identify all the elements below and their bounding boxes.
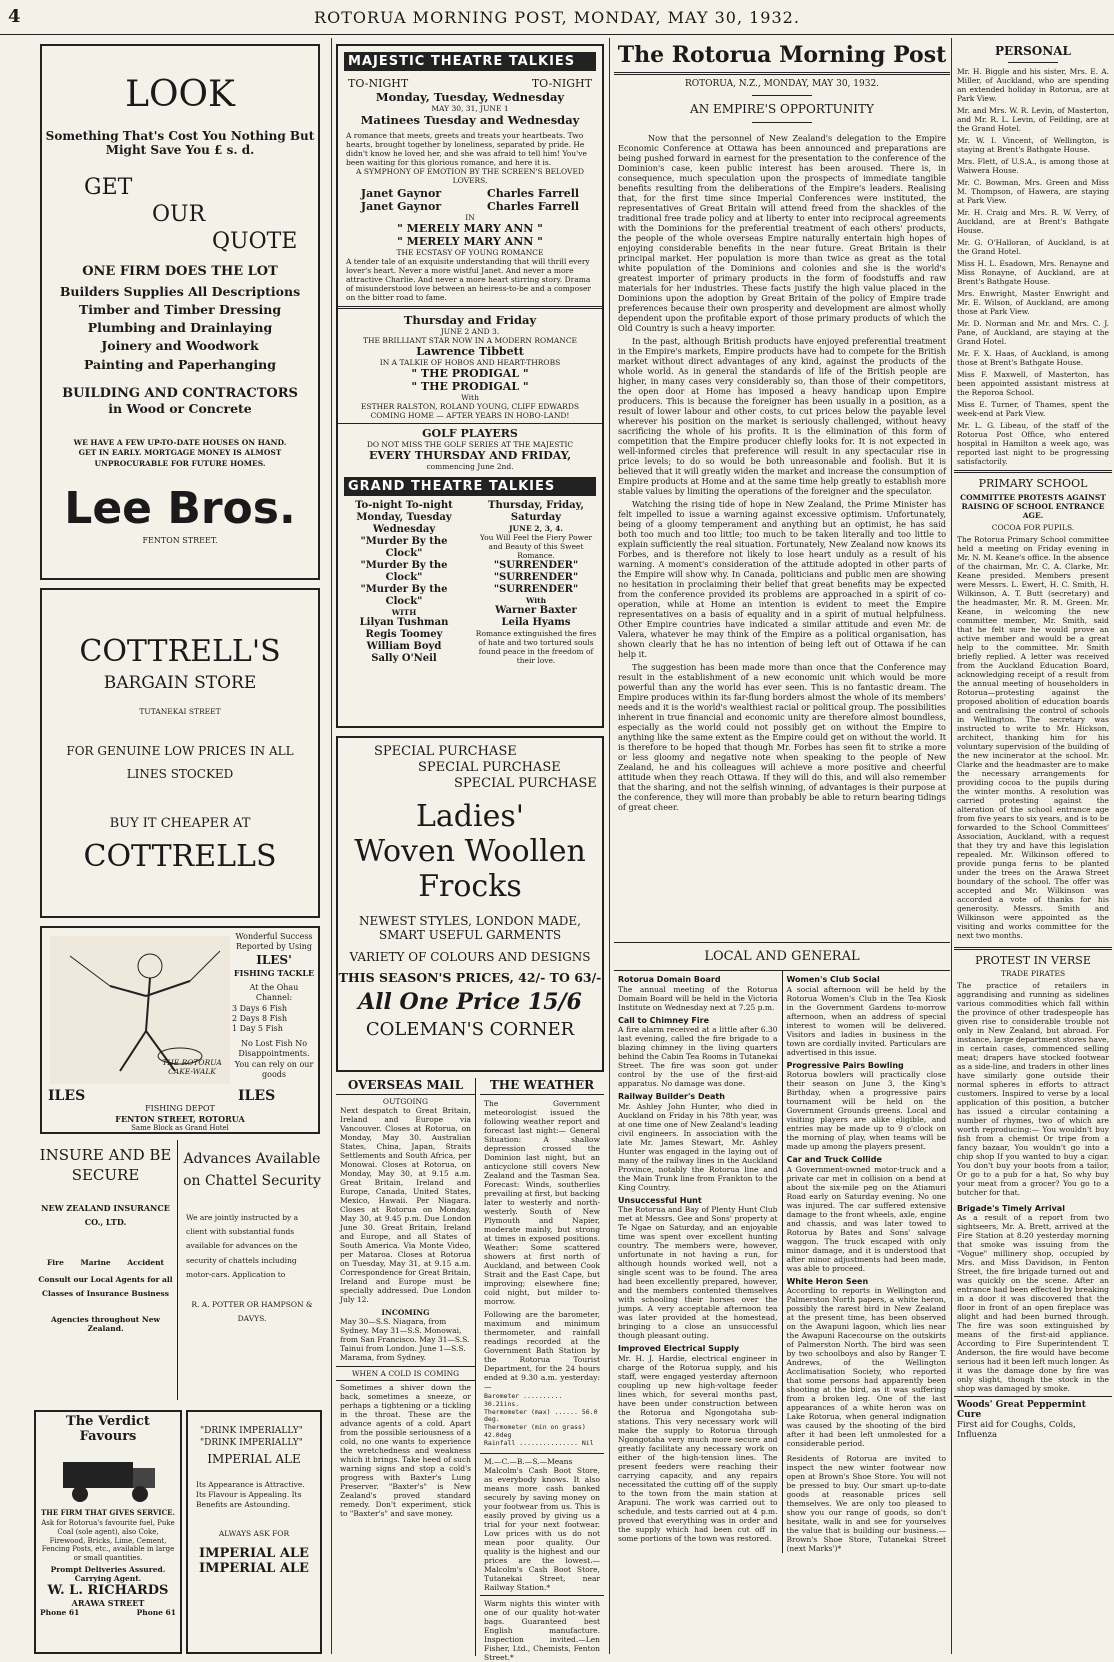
ad-item: Painting and Paperhanging [83, 356, 277, 372]
local-and-general [614, 942, 950, 1654]
ad-dates: JUNE 2 AND 3. [440, 327, 500, 336]
ad-line: No Lost Fish No Disappointments. You can rely on our goods [234, 1038, 314, 1079]
coal-cart-icon [48, 1446, 168, 1506]
ad-line: THIS SEASON'S PRICES, 42/- TO 63/- [338, 970, 602, 985]
ad-line: THE BRILLIANT STAR NOW IN A MODERN ROMANCE [362, 336, 578, 345]
ad-body: We are jointly instructed by a client with substantial funds available for advances on the security of chattels including motor-cars. Application to [186, 1212, 299, 1279]
reading: Thermometer (max) ...... 56.0 deg. [484, 1407, 598, 1424]
section-title: PROTEST IN VERSE [975, 954, 1091, 967]
personal-item: Mr. and Mrs. W. R. Levin, of Masterton, and Mr. R. L. Levin, of Feilding, are at the Grand Hotel. [957, 106, 1109, 133]
news-body: Mr. Ashley John Hunter, who died in Auckland on Friday in his 78th year, was at one time one of New Zealand's leading civil engineers. In association with the late Mr. James Stewart, Mr. Ashley Hunter was engaged in the laying out of many of the railway lines in the Auckland Province, notably the Rotorua line and the Main Trunk line from Frankton to the King Country. [618, 1101, 778, 1192]
ad-brand: ILES [48, 1088, 86, 1104]
ad-line: BUY IT CHEAPER AT [109, 815, 251, 831]
ad-line: Thursday and Friday [403, 313, 537, 327]
ad-line: ALWAYS ASK FOR [218, 1529, 290, 1539]
news-body: A Government-owned motor-truck and a private car met in collision on a bend at about the six-mile peg on the Atiamuri Road early on Saturday evening. No one was injured. The car suffered extensive damage to the front wheels, axle, engine and chassis, and was later towed to Rotorua by Bates and Sons' salvage waggon. The truck escaped with only minor damage, and it is understood that after minor adjustments had been made, was able to proceed. [786, 1164, 946, 1273]
film-title: "Murder By the Clock" [360, 584, 448, 607]
theatres-ad [336, 44, 604, 728]
header-rule [0, 34, 1114, 35]
ad-line: "DRINK IMPERIALLY" [200, 1438, 303, 1448]
subsection-title: OUTGOING [382, 1097, 429, 1106]
news-heading: Unsuccessful Hunt [618, 1195, 702, 1205]
ad-line: Thursday, Friday, Saturday [488, 500, 584, 523]
ad-line: Carrying Agent. [74, 1573, 142, 1583]
ad-subhead: BUILDING AND CONTRACTORS [62, 385, 298, 401]
ad-line: VARIETY OF COLOURS AND DESIGNS [349, 950, 591, 964]
ad-line: Wonderful Success Reported by Using [235, 932, 313, 952]
ad-line: commencing June 2nd. [426, 462, 514, 471]
ad-brand: IMPERIAL ALE [207, 1452, 301, 1466]
ad-body: You Will Feel the Fiery Power and Beauty of this Sweet Romance. [479, 533, 593, 560]
star-name: Regis Toomey [365, 629, 443, 640]
ad-line: TO-NIGHT [348, 77, 409, 90]
mail-body: Next despatch to Great Britain, Ireland and Europe via Vancouver. Closes at Rotorua, on Monday, May 30. Australian States, China, Japan, Straits Settlements and South Africa, per Monowai. Closes at Rotorua, on Monday, May 30, at 9.15 a.m. Great Britain, Ireland and Europe, Canada, United States, Mexico, Hawaii. Per Niagara. Closes at Rotorua on Monday, May 30, at 9.45 p.m. Due London June 30. Great Britain, Ireland and Europe, and all States of South America. Via Monte Video, per Mataroa. Closes at Rotorua on Tuesday, May 31, at 9.15 a.m. Correspondence for Great Britain, Ireland and Europe must be specially addressed. Due London July 12. [340, 1106, 471, 1304]
ad-line: Prompt Deliveries Assured. [50, 1564, 166, 1574]
personal-item: Mr. W. I. Vincent, of Wellington, is staying at Brent's Bathgate House. [957, 136, 1109, 154]
ad-line: Fire Marine Accident [46, 1257, 165, 1267]
personal-column [954, 40, 1112, 1654]
film-title: "Murder By the Clock" [360, 536, 448, 559]
ad-brand: W. L. RICHARDS [47, 1582, 169, 1598]
news-body: A social afternoon will be held by the Rotorua Women's Club in the Tea Kiosk in the Government Gardens to-morrow afternoon, when an address of special interest to women will be delivered. Visitors and ladies in business in the town are cordially invited. Particulars are advertised in this issue. [786, 984, 946, 1057]
running-head: ROTORUA MORNING POST, MONDAY, MAY 30, 1932. [314, 8, 800, 27]
phone-number: Phone 61 [136, 1607, 176, 1617]
star-name: Warner Baxter [495, 605, 577, 616]
column-rule [331, 38, 332, 1654]
ad-street: FENTON STREET, ROTORUA [115, 1114, 245, 1124]
ad-line: ESTHER RALSTON, ROLAND YOUNG, CLIFF EDWARDS [361, 402, 579, 411]
grand-banner: GRAND THEATRE TALKIES [344, 477, 596, 496]
ad-line: EVERY THURSDAY AND FRIDAY, [368, 449, 572, 462]
ad-line: TO-NIGHT [531, 77, 592, 90]
star-name: Leila Hyams [501, 617, 571, 628]
ad-line: First aid for Coughs, Colds, Influenza [957, 1420, 1076, 1440]
ad-line: Monday, Tuesday, Wednesday [375, 90, 565, 104]
ad-note: WE HAVE A FEW UP-TO-DATE HOUSES ON HAND. GET IN EARLY. MORTGAGE MONEY IS ALMOST UNPROCURABLE FOR FUTURE HOMES. [73, 437, 287, 468]
advances-ad [182, 1140, 322, 1400]
editorial-paragraph: The suggestion has been made more than once that the Conference may result in the establishment of a new economic unit which would be more powerful than any the world has ever seen. This is no fantastic dream. The Empire produces within its far-flung borders almost the whole of its members' needs and it is the world's wealthiest racial or political group. The possibilities inherent in true financial and economic unity are therefore almost boundless, especially as the world could not possibly get on without the Empire to anything like the same extent as the Empire could get on without the world. It is therefore to be hoped that though Mr. Forbes has seen fit to strike a more or less gloomy and negative note when speaking to the people of New Zealand, he and his colleagues will achieve a more positive and cheerful attitude when they reach Ottawa. If they will do this, and will also remember that the sharing, and not the selfish winning, of advantages is their purpose at the conference, they will more than probably be able to return bearing tidings of great cheer. [618, 662, 946, 812]
ad-brand: Woods' Great Peppermint Cure [957, 1400, 1086, 1420]
overseas-mail [336, 1078, 476, 1656]
section-title: PERSONAL [995, 44, 1071, 58]
ad-body: Sometimes a shiver down the back, sometimes a sneeze, or perhaps a tightening or a tickling in the throat. These are the advance agents of a cold. Apart from the possible seriousness of a cold, no one wants to experience the wretchedness and weakness which it brings. Take heed of such warning signs and stop a cold's progress with Baxter's Lung Preserver. "Baxter's" is New Zealand's proved standard remedy. Don't experiment, stick to "Baxter's" and save money. [340, 1383, 471, 1518]
news-body: According to reports in Wellington and Palmerston North papers, a white heron, possibly the rarest bird in New Zealand at the present time, has been observed on the Awapuni lagoon, which lies near the Awapuni Racecourse on the outskirts of Palmerston North. The bird was seen by two schoolboys and also by Ranger T. Andrews, of the Wellington Acclimatisation Society, who reported that some persons had apparently been shooting at the bird, as it was suffering from a broken leg. One of the last appearances of a white heron was on Lake Rotorua, when general indignation was caused by the shooting of the bird after it had been left unmolested for a considerable period. [786, 1286, 946, 1449]
ad-street: ARAWA STREET [71, 1597, 145, 1608]
personal-item: Mrs. Flett, of U.S.A., is among those at Waiwera House. [957, 157, 1109, 175]
ad-line: With [461, 393, 479, 402]
ad-line: SPECIAL PURCHASE [418, 760, 561, 775]
ad-line: A SYMPHONY OF EMOTION BY THE SCREEN'S BELOVED LOVERS. [356, 167, 584, 185]
cartoon-caption: THE ROTORUA CAKE-WALK [162, 1058, 222, 1076]
ad-headline: Advances Available on Chattel Security [183, 1151, 321, 1190]
ad-street: TUTANEKAI STREET [139, 707, 221, 716]
reading: Thermometer (min on grass) 42.0deg [484, 1423, 586, 1439]
ad-line: Might Save You £ s. d. [105, 143, 255, 157]
ad-subhead: in Wood or Concrete [108, 400, 252, 416]
imperial-ale-ad [186, 1410, 322, 1654]
star-name: William Boyd [366, 641, 442, 652]
ad-line: SPECIAL PURCHASE [454, 776, 597, 791]
ad-body: A romance that meets, greets and treats your heartbeats. Two hearts, brought together by loneliness, separated by pride. He didn't know he loved her, and she was afraid to tell him! You've been waiting for this glorious romance, and here it is. [346, 131, 587, 167]
ad-line: "DRINK IMPERIALLY" [200, 1426, 303, 1436]
ad-body: M.—C.—B.—S.—Means Malcolm's Cash Boot Store, as everybody knows. It also means more cash banked securely by saving money on your footwear from us. This is easily proved by giving us a trial for your next footwear. Low prices with us do not mean poor quality. Our quality is the highest and our prices are the lowest.—Malcolm's Cash Boot Store, Tutanekai Street, near Railway Station.* [484, 1456, 600, 1592]
masthead: The Rotorua Morning Post [617, 42, 947, 68]
ad-brand: Lee Bros. [64, 483, 296, 535]
star-name: Janet Gaynor [360, 187, 442, 200]
personal-item: Mr. G. O'Halloran, of Auckland, is at the Grand Hotel. [957, 238, 1109, 256]
reading: Rainfall ............... Nil [484, 1438, 594, 1447]
ad-body: Its Appearance is Attractive. Its Flavour is Appealing. Its Benefits are Astounding. [196, 1480, 305, 1509]
mail-body: May 30—S.S. Niagara, from Sydney. May 31—S.S. Monowai, from San Francisco. May 31—S.S. Tainui from London. June 1—S.S. Marama, from Sydney. [340, 1317, 470, 1362]
ad-line: NEWEST STYLES, LONDON MADE, SMART USEFUL GARMENTS [359, 914, 581, 942]
film-title: " MERELY MARY ANN " [397, 222, 543, 235]
personal-item: Mr. C. Bowman, Mrs. Green and Miss M. Thompson, of Hawera, are staying at Park View. [957, 178, 1109, 205]
ad-brand: IMPERIAL ALE [199, 1546, 309, 1562]
ad-dates: MAY 30, 31, JUNE 1 [431, 104, 509, 113]
ad-brand: NEW ZEALAND INSURANCE CO., LTD. [41, 1203, 170, 1228]
news-body: Mr. H. J. Hardie, electrical engineer in charge of the Rotorua supply, and his staff, were engaged yesterday afternoon coupling up new high-voltage feeder lines which, for several months past, have been under construction between the Rotorua and Ngongotaha sub-stations. This very necessary work will make the supply to Rotorua through Ngongotaha very much more secure and greatly facilitate any necessary work on either of the high-tension lines. The present feeders were reaching their carrying capacity, and any repairs necessitated the cutting off of the supply to the town from the main station at Arapuni. The work was carried out to schedule, and tests carried out at 4 p.m. proved that everything was in order and the supply which had been cut off in some portions of the town was restored. [618, 1353, 778, 1543]
ad-word: OUR [152, 202, 206, 227]
ad-dates: JUNE 2, 3, 4. [509, 524, 563, 533]
section-title: THE WEATHER [480, 1078, 604, 1095]
news-body: The annual meeting of the Rotorua Domain Board will be held in the Victoria Institute on Wednesday next at 7.25 p.m. [618, 984, 778, 1012]
film-title: "Murder By the Clock" [360, 560, 448, 583]
ad-line: Monday, Tuesday Wednesday [356, 512, 452, 535]
editorial-paragraph: In the past, although British products have enjoyed preferential treatment in the Empire's markets, Empire products have had to compete for the British market without direct advantages of any kind, against the products of the whole world. As in general the standards of life of the British people are higher, in many cases very considerably so, than those of their competitors, the open door at Home has imposed a heavy handicap upon Empire producers. This is because the foreigner has been usually in a position, as a result of lower labour and other costs, to cut prices below the payable level wherever his position on the market is seriously challenged, without heavy sacrificing the whole of his profits. It is the elimination of this form of competition that the Empire producer chiefly looks for. It is not expected in well-informed circles that preference will result in any spectacular rise in price levels; to do so would be both unreasonable and foolish. But it is believed that it will greatly widen the market and increase the consumption of Empire products at Home and at the same time help greatly to establish more stable values by limiting the operations of the foreigner and the speculator. [618, 336, 946, 496]
lee-bros-ad [40, 44, 320, 580]
subsection-title: TRADE PIRATES [1000, 969, 1066, 978]
ad-item: Plumbing and Drainlaying [87, 320, 273, 336]
editorial-paragraph: Watching the rising tide of hope in New Zealand, the Prime Minister has felt impelled to issue a warning against excessive optimism. Unfortunately, being of a gloomy temperament and anything but an optimist, he has said both too much and too little; too much to be taken literally and too little to explain sufficiently the real situation. Fortunately, New Zealand now knows its Forbes, and is therefore not likely to lose heart unduly as a result of his warning. A moment's consideration of the attitude adopted in other parts of the Empire will show why. In Canada, politicians and public men are showing no hesitation in proclaiming their belief that great benefits may be expected from the conference provided its problems are approached in a spirit of co-operation, while at Home an intention is evident to meet the Empire representatives on a basis of equality and in a spirit of mutual helpfulness. Other Empire countries have indicated a similar attitude and even Mr. de Valera, whatever he may think of the Empire as a political organisation, has shown clearly that he has no intention of being left out of Ottawa if he can help it. [618, 499, 946, 659]
dateline: ROTORUA, N.Z., MONDAY, MAY 30, 1932. [684, 79, 880, 89]
ad-line: To-night To-night [355, 500, 453, 511]
page-header [0, 0, 1114, 34]
ad-line: With [525, 596, 547, 605]
ad-subhead: ONE FIRM DOES THE LOT [82, 264, 278, 279]
star-name: Charles Farrell [486, 200, 580, 213]
film-title: " THE PRODIGAL " [411, 367, 529, 380]
ad-word: QUOTE [212, 229, 298, 254]
ad-line: Consult our Local Agents for all Classes of Insurance Business [38, 1274, 173, 1299]
ad-headline: INSURE AND BE SECURE [39, 1146, 172, 1184]
ad-line: FISHING TACKLE [233, 968, 315, 979]
ad-headline: Ladies' [415, 799, 524, 834]
iles-fishing-ad [40, 926, 320, 1134]
film-title: "SURRENDER" [493, 572, 579, 583]
insurance-ad [34, 1140, 178, 1400]
ad-line: At the Ohau Channel: [249, 982, 299, 1003]
ad-brand: COTTRELL'S [79, 634, 281, 669]
ad-headline: Woven Woollen [354, 834, 586, 869]
ad-headline: The Verdict Favours [66, 1414, 150, 1444]
ad-subhead: WHEN A COLD IS COMING [336, 1366, 475, 1381]
film-title: " THE PRODIGAL " [411, 380, 529, 393]
news-heading: Progressive Pairs Bowling [786, 1060, 904, 1070]
ad-headline: Frocks [418, 869, 522, 904]
news-heading: Railway Builder's Death [618, 1092, 725, 1102]
ad-line: COMING HOME — AFTER YEARS IN HOBO-LAND! [370, 411, 570, 420]
news-heading: Brigade's Timely Arrival [957, 1204, 1065, 1213]
news-body: The Rotorua Primary School committee held a meeting on Friday evening in Mr. N. M. Keane's office. In the absence of the chairman, Mr. C. A. Clarke, Mr. Keane presided. Members present were Messrs. L. Ewert, H. C. Smith, H. Wilkinson, A. T. Butt (secretary) and the headmaster, Mr. R. M. Green. Mr. Keane, in welcoming the new committee member, Mr. Smith, said that he felt sure he would prove an active member and would be a great help to the committee. Mr. Smith briefly replied. A letter was received from the Auckland Education Board, acknowledging receipt of a result from the annual meeting of householders in Rotorua—protesting against the proposed abolition of education boards and centralising the control of schools in Wellington. The secretary was instructed to write to Mr. Hickson, architect, thanking him for his voluntary supervision of the building of the new incinerator at the school. Mr. Clarke and the headmaster are to make the necessary arrangements for providing cocoa to the pupils during the winter months. A resolution was carried protesting against the alteration of the school entrance age from five years to six years, and is to be forwarded to the School Committees' Association, Auckland, with a request that they try and have this legislation repealed. Mr. Wilkinson offered to provide punga ferns to be planted under the trees on the Arawa Street boundary of the school. The offer was accepted and Mr. Wilkinson was accorded a vote of thanks for his generosity. Messrs. Smith and Wilkinson were appointed as the visiting and works committee for the next two months. [957, 535, 1109, 940]
ad-body: Warm nights this winter with one of our quality hot-water bags. Guaranteed best English manufacture. Inspection invited.—Len Fisher, Ltd., Chemists, Fenton Street.* [484, 1598, 600, 1662]
verdict-ad [34, 1410, 182, 1654]
ad-subhead: GOLF PLAYERS [422, 427, 518, 440]
personal-item: Miss H. L. Esadown, Mrs. Renayne and Miss Ronayne, of Auckland, are at Brent's Bathgate House. [957, 259, 1109, 286]
ad-line: IN [465, 213, 475, 222]
ad-brand: ILES' [256, 952, 292, 967]
editorial-paragraph: Now that the personnel of New Zealand's delegation to the Empire Economic Conference at Ottawa has been announced and preparations are being pushed forward in earnest for the presentation to the conference of the Dominion's case, keen public interest has been aroused. There is, in consequence, much speculation upon the prospects of immediate tangible benefits resulting from the deliberations of the Empire's leaders. Realising that, for the first time since Imperial Conferences were instituted, the representatives of Great Britain will attend freed from the shackles of the traditional free trade policy and at liberty to enter into reciprocal agreements with the Dominions for the preferential treatment of each others' products, the people of the whole overseas Empire naturally entertain high hopes of enjoying considerable benefits in the near future. Great Britain is their principal market. Her population is more than twice as great as the total white population of the Dominions and colonies and she is the world's greatest importer of primary products in the form of foodstuffs and raw materials for her industries. These facts justify the high value placed in the Dominions upon the adoption by Great Britain of the policy of Empire trade preferences because their own prosperity and development are almost wholly dependent upon the profitable export of those primary products of which the Old Country is such a heavy importer. [618, 133, 946, 333]
ad-brand: COLEMAN'S CORNER [365, 1019, 575, 1040]
ad-item: 1 Day 5 Fish [232, 1024, 283, 1034]
news-heading: White Heron Seen [786, 1276, 869, 1286]
ad-headline: LOOK [125, 74, 235, 115]
ad-body: Residents of Rotorua are invited to inspect the new winter footwear now open at Brown's Shoe Store. You will not be pressed to buy. Our smart up-to-date goods at reasonable prices sell themselves. We are only too pleased to show you our range of goods, so don't hesitate, walk in and see for yourselves the value that is building our business.—Brown's Shoe Store, Tutanekai Street (next Marks')* [786, 1454, 946, 1554]
news-heading: Women's Club Social [786, 975, 880, 984]
subsection-title: COMMITTEE PROTESTS AGAINST RAISING OF SCHOOL ENTRANCE AGE. [960, 493, 1106, 520]
news-body: As a result of a report from two sightseers, Mr. A. Brett, arrived at the Fire Station at 8.20 yesterday morning that smoke was issuing from the "Vogue" millinery shop, occupied by Mrs. and Miss Davidson, in Fenton Street, the fire brigade turned out and was quickly on the scene. After an entrance had been effected by breaking in a door it was discovered that the floor in front of an open fireplace was alight and had been burned through. The fire was soon extinguished by means of the first-aid appliance. According to Fire Superintendent T. Anderson, the fire would have become serious had it been left much longer. As it was the damage done by fire was only slight, though the stock in the shop was damaged by smoke. [957, 1213, 1109, 1393]
column-rule [951, 38, 952, 1654]
film-title: "SURRENDER" [493, 584, 579, 595]
news-body: A fire alarm received at a little after 6.30 last evening, called the fire brigade to a blazing chimney in the living quarters behind the Cabin Tea Rooms in Tutanekai Street. The fire was soon got under control by the use of the first-aid apparatus. No damage was done. [618, 1025, 778, 1089]
subsection-title: INCOMING [381, 1308, 430, 1317]
personal-item: Miss E. Turner, of Thames, spent the week-end at Park View. [957, 400, 1109, 418]
star-name: Sally O'Neil [371, 653, 437, 664]
ad-line: IN A TALKIE OF HOBOS AND HEART-THROBS [379, 358, 561, 367]
ad-line: THE ECSTASY OF YOUNG ROMANCE [396, 248, 544, 257]
ad-line: R. A. POTTER OR HAMPSON & DAVYS. [191, 1300, 313, 1324]
news-heading: Rotorua Domain Board [618, 975, 721, 984]
personal-item: Mr. D. Norman and Mr. and Mrs. C. J. Pane, of Auckland, are staying at the Grand Hotel. [957, 319, 1109, 346]
news-heading: Car and Truck Collide [786, 1155, 882, 1165]
weather-body: The Government meteorologist issued the following weather report and forecast last night:— General Situation: A shallow depression crossed the Dominion last night, but an anticyclone still covers New Zealand and the Tasman Sea. Forecast: Winds, southerlies prevailing at first, but backing later to westerly and north-westerly. South of New Plymouth and Napier, moderate mainly, but strong at times in exposed positions. Weather: Some scattered showers at first north of Auckland, and between Cook Strait and the East Cape, but improving; elsewhere fine; cold night, but milder to-morrow. [484, 1099, 600, 1306]
ad-body: A tender tale of an exquisite understanding that will thrill every lover's heart. Never a more wistful Janet. And never a more attractive Charlie. And never a more heart stirring story. Drama of misunderstood love between an heiress-to-be and a composer on the bitter road to fame. [346, 257, 591, 302]
film-title: " MERELY MARY ANN " [397, 235, 543, 248]
ad-line: Agencies throughout New Zealand. [51, 1315, 160, 1334]
personal-item: Mr. H. Craig and Mrs. R. W. Verry, of Auckland, are at Brent's Bathgate House. [957, 208, 1109, 235]
ad-item: Timber and Timber Dressing [78, 302, 282, 318]
ad-line: DO NOT MISS THE GOLF SERIES AT THE MAJESTIC [366, 440, 574, 449]
personal-item: Mr. F. X. Haas, of Auckland, is among those at Brent's Bathgate House. [957, 349, 1109, 367]
ad-item: 3 Days 6 Fish [232, 1003, 287, 1013]
ad-line: Same Block as Grand Hotel [131, 1124, 229, 1132]
majestic-banner: MAJESTIC THEATRE TALKIES [344, 52, 596, 71]
news-body: Rotorua bowlers will practically close their season on June 3, the King's Birthday, when a progressive pairs tournament will be held on the Government Grounds greens. Local and visiting players are alike eligible, and entries may be made up to 9 o'clock on the morning of play, when teams will be made up among the players present. [786, 1070, 946, 1152]
ad-brand: COTTRELLS [83, 838, 277, 874]
personal-item: Miss F. Maxwell, of Masterton, has been appointed assistant mistress at the Reporoa School. [957, 370, 1109, 397]
section-title: PRIMARY SCHOOL [978, 477, 1088, 490]
coleman-ad [336, 736, 604, 1072]
ad-brand: ILES [238, 1088, 276, 1104]
ad-brand: IMPERIAL ALE [199, 1561, 309, 1577]
ad-price: All One Price 15/6 [358, 989, 582, 1015]
ad-line: FISHING DEPOT [145, 1104, 215, 1113]
film-title: "SURRENDER" [493, 560, 579, 571]
ad-item: Joinery and Woodwork [101, 338, 259, 354]
ad-word: GET [84, 175, 133, 200]
cottrells-ad [40, 588, 320, 918]
subsection-title: COCOA FOR PUPILS. [991, 523, 1075, 532]
personal-item: Mrs. Enwright, Master Enwright and Mr. E. Wilson, of Auckland, are among those at Park View. [957, 289, 1109, 316]
ad-body: Ask for Rotorua's favourite fuel, Puke Coal (sole agent), also Coke, Firewood, Bricks, Lime, Cement, Fencing Posts, etc., available in large or small quantities. [41, 1519, 175, 1562]
ad-subhead: BARGAIN STORE [103, 673, 257, 693]
news-heading: Improved Electrical Supply [618, 1344, 740, 1354]
ad-item: 2 Days 8 Fish [232, 1013, 287, 1023]
ad-line: WITH [391, 608, 417, 617]
news-body: The practice of retailers in aggrandising and running as sidelines various commodities which fall within the province of other tradespeople has given rise to considerable trouble not only in New Zealand, but abroad. For instance, large department stores have, in certain cases, commenced selling meat; drapers have stocked footwear as a side-line, and traders in other lines have similarly gone outside their normal spheres in efforts to attract customers. Inspired to verse by a local application of this position, a butcher has issued a circular containing a number of rhymes, two of which are worth reproducing:— You wouldn't buy fish from a chemist Or tripe from a fancy bazaar, You wouldn't go into a chip shop If you wanted to buy a cigar. You don't buy your boots from a tailor, Or go to a pub for a hat, So why buy your meat from a grocer? You go to a butcher for that. [957, 981, 1109, 1197]
personal-item: Mr. H. Biggle and his sister, Mrs. E. A. Miller, of Auckland, who are spending an extended holiday in Rotorua, are at Park View. [957, 67, 1109, 103]
column-rule [609, 38, 610, 1654]
ad-body: Romance extinguished the fires of hate and two tortured souls found peace in the freedom of their love. [475, 629, 597, 665]
star-name: Janet Gaynor [360, 200, 442, 213]
page-number: 4 [8, 6, 22, 27]
news-heading: Call to Chimney Fire [618, 1015, 709, 1025]
news-body: The Rotorua and Bay of Plenty Hunt Club met at Messrs. Gee and Sons' property at Te Ngae on Saturday, and an enjoyable time was spent over excellent hunting country. The members were, however, unfortunate in not having a run, for although hounds worked well, not a single scent was to be found. The area had been excellently prepared, however, and the members contented themselves with schooling their horses over the jumps. A very acceptable afternoon tea was later provided at the homestead, bringing to a close an unsuccessful though pleasant outing. [618, 1205, 778, 1341]
ad-item: Builders Supplies All Descriptions [59, 284, 301, 299]
section-title: LOCAL AND GENERAL [614, 942, 950, 971]
ad-line: FOR GENUINE LOW PRICES IN ALL LINES STOCKED [66, 744, 294, 781]
editorial-headline: AN EMPIRE'S OPPORTUNITY [690, 102, 874, 116]
ad-line: SPECIAL PURCHASE [374, 744, 517, 759]
ad-line: THE FIRM THAT GIVES SERVICE. [41, 1508, 175, 1517]
star-name: Lilyan Tushman [359, 617, 449, 628]
personal-item: Mr. L. G. Libeau, of the staff of the Rotorua Post Office, who entered hospital in Hamilton a week ago, was reported last night to be progressing satisfactorily. [957, 421, 1109, 466]
star-name: Lawrence Tibbett [416, 345, 524, 358]
ad-line: Matinees Tuesday and Wednesday [360, 113, 580, 127]
weather-body: Following are the barometer, maximum and minimum thermometer, and rainfall readings recorded at the Government Bath Station by the Rotorua Tourist Department, for the 24 hours ended at 9.30 a.m. yesterday:— [484, 1310, 600, 1391]
phone-number: Phone 61 [40, 1607, 80, 1617]
weather-column [480, 1078, 604, 1662]
star-name: Charles Farrell [486, 187, 580, 200]
section-title: OVERSEAS MAIL [336, 1078, 475, 1095]
editorial [614, 40, 950, 940]
ad-line: Something That's Cost You Nothing But [45, 129, 315, 143]
ad-street: FENTON STREET. [142, 536, 218, 546]
reading: Barometer .......... 30.21ins. [484, 1392, 563, 1408]
